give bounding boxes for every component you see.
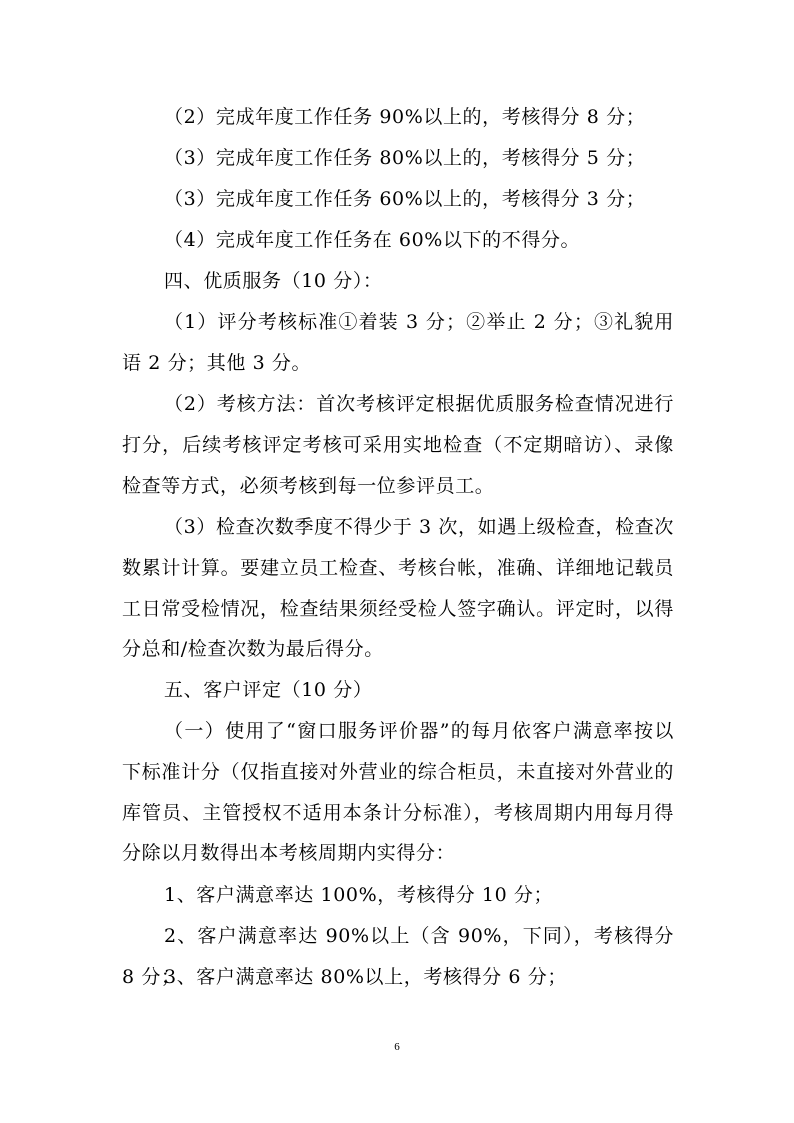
paragraph-11: 1、客户满意率达 100%，考核得分 10 分；: [164, 884, 554, 906]
paragraph-13: 3、客户满意率达 80%以上，考核得分 6 分；: [164, 966, 567, 988]
section-heading-4: 四、优质服务（10 分）：: [164, 270, 383, 292]
paragraph-1: （2）完成年度工作任务 90%以上的，考核得分 8 分；: [164, 106, 646, 128]
paragraph-4: （4）完成年度工作任务在 60%以下的不得分。: [164, 229, 581, 251]
paragraph-12: 2、客户满意率达 90%以上（含 90%，下同），考核得分 8 分；: [122, 925, 674, 988]
paragraph-10: （一）使用了“窗口服务评价器”的每月依客户满意率按以下标准计分（仅指直接对外营业的综合柜员，未直接对外营业的库管员、主管授权不适用本条计分标准），考核周期内用每月得分除以月数得出本考核周期内实得分：: [122, 720, 674, 865]
paragraph-7: （2）考核方法：首次考核评定根据优质服务检查情况进行打分，后续考核评定考核可采用实地检查（不定期暗访）、录像检查等方式，必须考核到每一位参评员工。: [122, 393, 674, 497]
section-heading-5: 五、客户评定（10 分）: [164, 679, 373, 701]
paragraph-3: （3）完成年度工作任务 60%以上的，考核得分 3 分；: [164, 188, 646, 210]
page-number: 6: [394, 1041, 400, 1053]
paragraph-6: （1）评分考核标准①着装 3 分；②举止 2 分；③礼貌用语 2 分；其他 3 分。: [122, 311, 674, 374]
paragraph-8: （3）检查次数季度不得少于 3 次，如遇上级检查，检查次数累计计算。要建立员工检查、考核台帐，准确、详细地记载员工日常受检情况，检查结果须经受检人签字确认。评定时，以得分总和/检查次数为最后得分。: [122, 516, 674, 661]
paragraph-2: （3）完成年度工作任务 80%以上的，考核得分 5 分；: [164, 147, 646, 169]
